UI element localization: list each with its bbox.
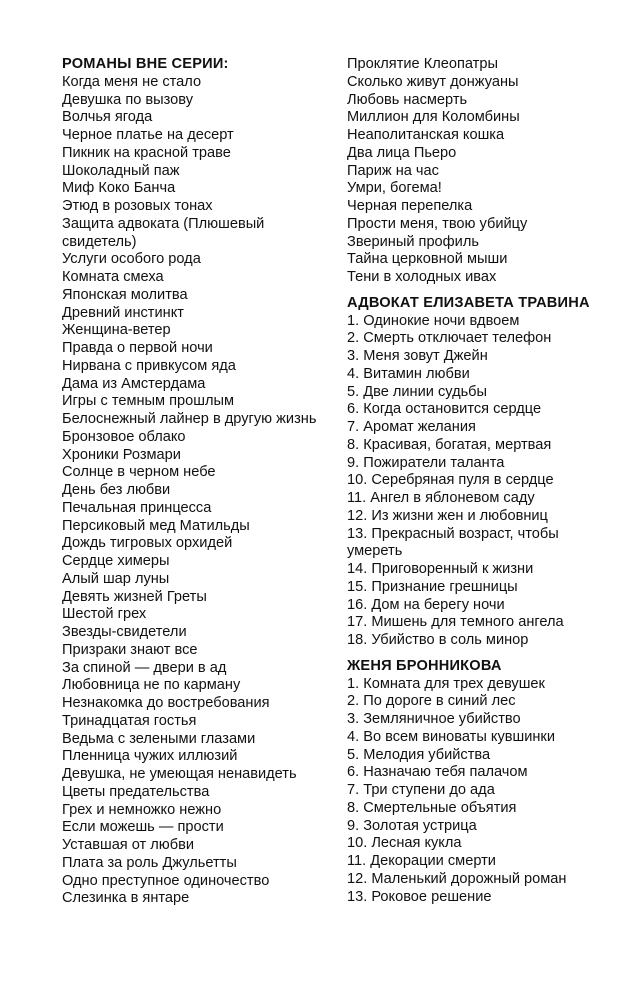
book-title-item: Японская молитва <box>62 286 188 303</box>
book-title-item: 17. Мишень для темного ангела <box>347 614 564 631</box>
book-title-item: 11. Ангел в яблоневом саду <box>347 490 535 506</box>
book-title-item: Два лица Пьеро <box>347 144 457 161</box>
book-title-item: Когда меня не стало <box>62 73 202 90</box>
book-title-item: Хроники Розмари <box>62 446 181 463</box>
book-title-item: Дождь тигровых орхидей <box>62 535 233 552</box>
book-title-item: Проклятие Клеопатры <box>347 56 498 72</box>
left-column <box>62 56 324 908</box>
book-title-item: Цветы предательства <box>62 783 210 800</box>
book-title-item: 13. Роковое решение <box>347 888 492 905</box>
book-title-item: Париж на час <box>347 162 439 179</box>
book-title-item: 6. Назначаю тебя палачом <box>347 764 528 781</box>
book-title-item: Персиковый мед Матильды <box>62 517 250 534</box>
book-title-item: 6. Когда остановится сердце <box>347 401 542 418</box>
book-title-item: Девушка по вызову <box>62 91 194 108</box>
section-heading: АДВОКАТ ЕЛИЗАВЕТА ТРАВИНА <box>347 294 590 311</box>
book-title-item: 4. Во всем виноваты кувшинки <box>347 728 555 745</box>
book-title-item: Игры с темным прошлым <box>62 393 235 410</box>
book-title-item: Сколько живут донжуаны <box>347 73 519 90</box>
book-title-item: Прости меня, твою убийцу <box>347 215 528 232</box>
book-title-item: 9. Золотая устрица <box>347 817 477 834</box>
book-title-item: 7. Аромат желания <box>347 419 476 435</box>
book-title-item: Миф Коко Банча <box>62 180 176 197</box>
book-title-item: Тринадцатая гостья <box>62 712 197 729</box>
book-title-item: 5. Две линии судьбы <box>347 383 488 400</box>
book-title-item: Тайна церковной мыши <box>347 251 508 268</box>
book-title-item: Комната смеха <box>62 269 164 285</box>
book-title-item: 4. Витамин любви <box>347 365 470 382</box>
book-title-item: Незнакомка до востребования <box>62 695 270 711</box>
book-title-item: Этюд в розовых тонах <box>62 198 213 214</box>
book-title-item: Ведьма с зелеными глазами <box>62 730 256 747</box>
book-title-item: Правда о первой ночи <box>62 340 213 356</box>
book-title-item: Волчья ягода <box>62 109 153 126</box>
book-series-section <box>347 295 607 650</box>
book-title-item: 3. Меня зовут Джейн <box>347 348 488 364</box>
right-column <box>347 56 607 906</box>
book-title-item: Девушка, не умеющая ненавидеть <box>62 766 297 782</box>
book-title-item: Грех и немножко нежно <box>62 801 222 818</box>
book-title-item: 8. Смертельные объятия <box>347 799 517 816</box>
book-title-item: Звериный профиль <box>347 233 479 250</box>
book-title-item: Пленница чужих иллюзий <box>62 748 238 765</box>
book-title-item: 13. Прекрасный возраст, чтобы умереть <box>347 525 559 560</box>
book-title-item: 12. Из жизни жен и любовниц <box>347 507 548 524</box>
book-title-item: Уставшая от любви <box>62 837 195 853</box>
book-title-item: 2. По дороге в синий лес <box>347 693 516 710</box>
book-series-section <box>347 658 607 907</box>
book-title-item: 16. Дом на берегу ночи <box>347 596 505 613</box>
book-title-item: Белоснежный лайнер в другую жизнь <box>62 411 317 427</box>
book-title-item: Солнце в черном небе <box>62 464 216 481</box>
book-title-item: Шоколадный паж <box>62 162 180 179</box>
book-title-item: Девять жизней Греты <box>62 588 207 605</box>
book-title-item: 15. Признание грешницы <box>347 578 518 595</box>
book-title-item: За спиной — двери в ад <box>62 659 227 676</box>
book-title-item: Дама из Амстердама <box>62 375 206 392</box>
book-title-item: 1. Комната для трех девушек <box>347 675 545 692</box>
book-title-item: Плата за роль Джульетты <box>62 854 237 871</box>
book-title-item: 8. Красивая, богатая, мертвая <box>347 436 552 453</box>
book-title-item: Печальная принцесса <box>62 499 212 516</box>
book-title-item: 2. Смерть отключает телефон <box>347 330 552 347</box>
book-title-item: Неаполитанская кошка <box>347 127 505 143</box>
book-title-item: 7. Три ступени до ада <box>347 782 495 798</box>
book-title-item: Алый шар луны <box>62 570 170 587</box>
book-title-item: 12. Маленький дорожный роман <box>347 870 567 887</box>
book-title-item: Защита адвоката (Плюшевый свидетель) <box>62 215 265 250</box>
book-title-item: Слезинка в янтаре <box>62 890 190 907</box>
book-title-item: 5. Мелодия убийства <box>347 746 491 763</box>
book-title-item: Тени в холодных ивах <box>347 269 497 285</box>
book-title-item: 10. Серебряная пуля в сердце <box>347 472 554 489</box>
book-title-item: Шестой грех <box>62 606 147 623</box>
book-title-item: Любовь насмерть <box>347 91 468 108</box>
book-title-item: Призраки знают все <box>62 641 198 658</box>
book-title-item: Миллион для Коломбины <box>347 109 520 126</box>
book-title-item: День без любви <box>62 482 171 498</box>
book-series-section <box>62 56 324 908</box>
book-title-item: Черное платье на десерт <box>62 127 234 143</box>
book-title-item: Одно преступное одиночество <box>62 872 270 889</box>
book-title-item: Если можешь — прости <box>62 819 224 836</box>
book-title-item: 10. Лесная кукла <box>347 835 462 852</box>
book-title-item: Древний инстинкт <box>62 304 184 321</box>
book-title-item: Черная перепелка <box>347 198 473 214</box>
book-title-item: Услуги особого рода <box>62 251 201 268</box>
book-title-item: Любовница не по карману <box>62 677 241 694</box>
book-series-section <box>347 56 607 287</box>
book-title-item: 3. Земляничное убийство <box>347 711 521 727</box>
book-title-item: 1. Одинокие ночи вдвоем <box>347 312 520 329</box>
book-title-item: 9. Пожиратели таланта <box>347 454 505 471</box>
book-title-item: 14. Приговоренный к жизни <box>347 561 534 577</box>
book-title-item: Женщина-ветер <box>62 322 171 339</box>
book-title-item: Звезды-свидетели <box>62 624 187 640</box>
section-heading: ЖЕНЯ БРОННИКОВА <box>347 657 502 674</box>
book-title-item: 18. Убийство в соль минор <box>347 632 529 648</box>
book-title-item: Умри, богема! <box>347 180 442 197</box>
section-heading: РОМАНЫ ВНЕ СЕРИИ: <box>62 56 229 72</box>
book-title-item: Бронзовое облако <box>62 428 186 445</box>
book-title-item: Сердце химеры <box>62 553 170 569</box>
book-title-item: 11. Декорации смерти <box>347 853 496 869</box>
book-title-item: Пикник на красной траве <box>62 144 231 161</box>
book-title-item: Нирвана с привкусом яда <box>62 357 236 374</box>
